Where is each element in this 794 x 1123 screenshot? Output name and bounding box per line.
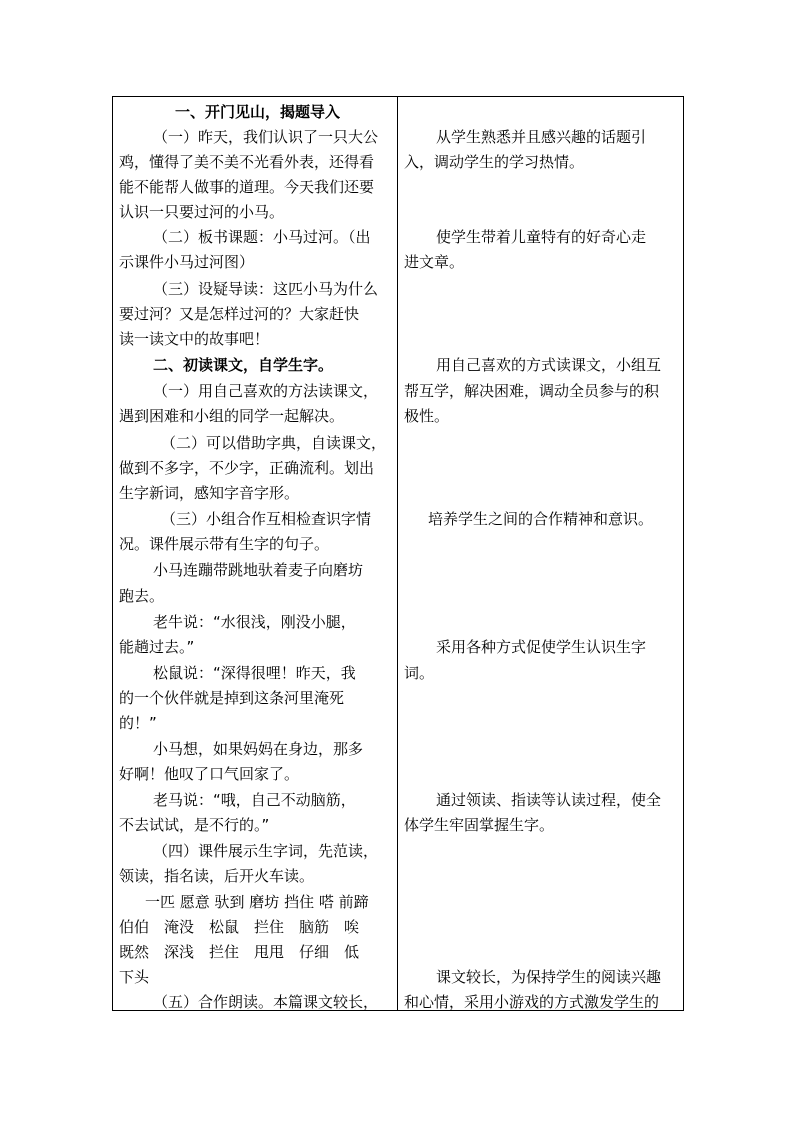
text-line: 用自己喜欢的方式读课文，小组互 [436,356,662,374]
text-line: 遇到困难和小组的同学一起解决。 [119,407,345,425]
vocab-line: 伯伯 淹没 松鼠 拦住 脑筋 唉 [119,918,360,936]
text-line: 老牛说：“水很浅，刚没小腿， [153,613,356,631]
text-line: 培养学生之间的合作精神和意识。 [428,510,654,528]
text-line: 好啊！他叹了口气回家了。 [119,765,300,783]
text-line: 不去试试，是不行的。” [119,816,270,834]
text-line: 帮互学，解决困难，调动全员参与的积 [404,382,660,400]
text-line: （三）小组合作互相检查识字情 [161,510,372,528]
text-line: （二）可以借助字典，自读课文， [161,434,387,452]
text-line: 生字新词，感知字音字形。 [119,484,300,502]
text-line: 小马连蹦带跳地驮着麦子向磨坊 [153,561,364,579]
text-line: （三）设疑导读：这匹小马为什么 [153,280,379,298]
text-line: 极性。 [404,407,450,425]
lesson-plan-table [112,96,684,1011]
text-line: 能不能帮人做事的道理。今天我们还要 [119,178,375,196]
text-line: （一）昨天，我们认识了一只大公 [153,128,379,146]
text-line: 和心情，采用小游戏的方式激发学生的 [404,993,660,1011]
text-line: 体学生牢固掌握生字。 [404,816,555,834]
text-line: 词。 [404,664,435,682]
text-line: 松鼠说：“深得很哩！昨天，我 [153,664,356,682]
text-line: 跑去。 [119,587,165,605]
text-line: 况。课件展示带有生字的句子。 [119,535,330,553]
text-line: （四）课件展示生字词，先范读， [153,842,379,860]
text-line: 入，调动学生的学习热情。 [404,153,585,171]
text-line: 使学生带着儿童特有的好奇心走 [436,228,647,246]
text-line: 从学生熟悉并且感兴趣的话题引 [436,128,647,146]
vocab-line: 下头 [119,968,150,986]
text-line: 读一读文中的故事吧！ [119,330,270,348]
text-line: 能趟过去。” [119,638,195,656]
section-heading-2: 二、初读课文，自学生字。 [153,356,334,374]
text-line: 的一个伙伴就是掉到这条河里淹死 [119,689,345,707]
teaching-process-cell [113,97,398,1011]
vocab-line: 既然 深浅 拦住 甩甩 仔细 低 [119,943,360,961]
text-line: 鸡，懂得了美不美不光看外表，还得看 [119,153,375,171]
text-line: 采用各种方式促使学生认识生字 [436,638,647,656]
text-line: （二）板书课题：小马过河。（出 [153,228,371,246]
design-intent-content [398,97,683,1010]
text-line: 领读，指名读，后开火车读。 [119,867,315,885]
text-line: 认识一只要过河的小马。 [119,203,285,221]
text-line: 的！” [119,714,157,732]
text-line: 要过河？又是怎样过河的？大家赶快 [119,305,360,323]
text-line: （一）用自己喜欢的方法读课文， [153,382,379,400]
text-line: （五）合作朗读。本篇课文较长， [153,993,379,1011]
vocab-line: 一匹 愿意 驮到 磨坊 挡住 嗒 前蹄 [145,893,369,911]
design-intent-cell [398,97,684,1011]
text-line: 示课件小马过河图） [119,253,255,271]
text-line: 进文章。 [404,253,465,271]
text-line: 老马说：“哦，自己不动脑筋， [153,791,356,809]
text-line: 小马想，如果妈妈在身边，那多 [153,740,364,758]
table-row [113,97,684,1011]
text-line: 做到不多字，不少字，正确流利。划出 [119,459,375,477]
section-heading-1: 一、开门见山，揭题导入 [175,103,341,121]
text-line: 课文较长，为保持学生的阅读兴趣 [436,968,662,986]
text-line: 通过领读、指读等认读过程，使全 [436,791,662,809]
teaching-process-content [113,97,397,1010]
